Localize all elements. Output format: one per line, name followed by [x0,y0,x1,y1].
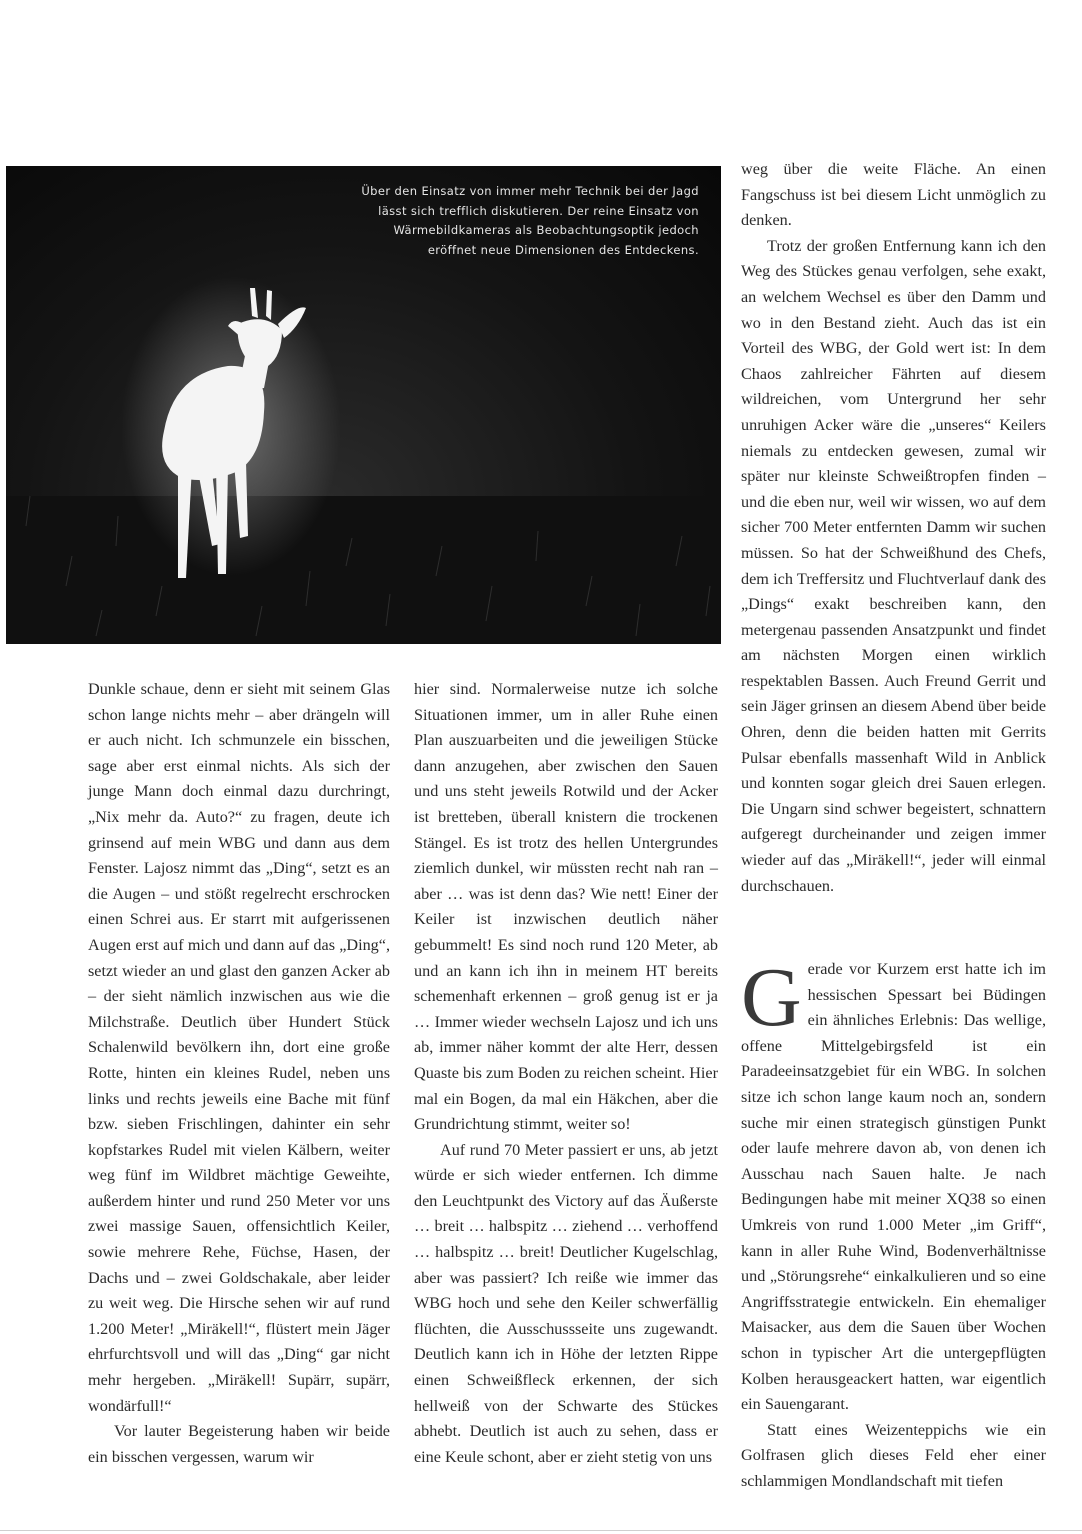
thermal-photo [6,166,721,644]
paragraph: Trotz der großen Entfernung kann ich den Weg des Stückes genau verfolgen, sehe exakt, an welchem Wechsel es über den Damm und wo in den Bestand zieht. Auch das ist ein Vorteil des WBG, der Gold wert ist: In dem Chaos zahlreicher Fährten auf diesem wildreichen, vom Untergrund her sehr unruhigen Acker wäre die „unseres“ Keilers niemals zu entdecken gewesen, zumal wir später nur kleinste Schweißtropfen finden – und die eben nur, weil wir wissen, wo auf dem sicher 700 Meter entfernten Damm wir suchen müssen. So hat der Schweißhund des Chefs, dem ich Treffersitz und Fluchtverlauf dank des „Dings“ exakt beschreiben kann, den metergenau passenden Ansatzpunkt und findet am nächsten Morgen einen wirklich respektablen Bassen. Auch Freund Gerrit und sein Jäger grinsen an diesem Abend über beide Ohren, denn die beiden hatten mit Gerrits Pulsar ebenfalls massenhaft Wild in Anblick und konnten sogar gleich drei Sauen erlegen. Die Ungarn sind schwer begeistert, schnattern aufgeregt durcheinander und zeigen immer wieder auf das „Miräkell!“, jeder will einmal durchschauen. [741,236,1046,895]
paragraph: Vor lauter Begeisterung haben wir beide ein bisschen vergessen, warum wir [88,1422,390,1466]
text-column-3-top [741,157,1046,899]
photo-caption: Über den Einsatz von immer mehr Technik bei der Jagd lässt sich trefflich diskutieren. Der reine Einsatz von Wärmebildkameras als Beobachtungsoptik jedoch eröffnet neue Dimensionen des Entdeckens. [361,184,699,257]
paragraph-text: erade vor Kurzem erst hatte ich im hessischen Spessart bei Büdingen ein ähnliches Erlebnis: Das wellige, offene Mittelgebirgsfeld ist ein Paradeeinsatzgebiet für ein WBG. In solchen sitze ich schon lange kaum noch an, sondern suche mir einen strategisch günstigen Punkt oder laufe mehrere davon ab, von denen ich Ausschau nach Sauen halte. Je nach Bedingungen habe mit meiner XQ38 so einen Umkreis von rund 1.000 Meter „im Griff“, kann in aller Ruhe Wind, Bodenverhältnisse und „Störungsrehe“ einkalkulieren und so eine Angriffsstrategie entwickeln. Ein ehemaliger Maisacker, aus dem die Sauen über Wochen schon in typischer Art die untergepflügten Kolben herausgeackert hatten, war eigentlich ein Sauengarant. [741,960,1046,1414]
text-column-3-bottom [741,951,1046,1494]
paragraph: Dunkle schaue, denn er sieht mit seinem Glas schon lange nichts mehr – aber drängeln will er auch nicht. Ich schmunzele ein bisschen, sage aber erst einmal nichts. Als sich der junge Mann doch einmal dazu durchringt, „Nix mehr da. Auto?“ zu fragen, deute ich grinsend auf mein WBG und dann aus dem Fenster. Lajosz nimmt das „Ding“, setzt es an die Augen – und stößt regelrecht erschrocken einen Schrei aus. Er starrt mit aufgerissenen Augen erst auf mich und dann auf das „Ding“, setzt wieder an und glast den ganzen Acker ab – der sieht nämlich inzwischen aus wie die Milchstraße. Deutlich über Hundert Stück Schalenwild bevölkern ihn, dort eine große Rotte, hinten ein kleines Rudel, neben uns links und rechts jeweils eine Bache mit fünf bzw. sieben Frischlingen, dahinter ein sehr kopfstarkes Rudel mit vielen Kälbern, weiter weg fünf im Wildbret mächtige Geweihte, außerdem hinter und rund 250 Meter vor uns zwei massige Sauen, offensichtlich Keiler, sowie mehrere Rehe, Füchse, Hasen, der Dachs und – zwei Goldschakale, aber leider zu weit weg. Die Hirsche sehen wir auf rund 1.200 Meter! „Miräkell!“, flüstert mein Jäger ehrfurchtsvoll und will das „Ding“ gar nicht mehr hergeben. „Miräkell! Supärr, supärr, wondärfull!“ [88,680,390,1415]
text-column-2 [414,677,718,1470]
page-bottom-rule [0,1530,1082,1531]
paragraph: Auf rund 70 Meter passiert er uns, ab jetzt würde er sich wieder entfernen. Ich dimme den Leuchtpunkt des Victory auf das Äußerste … breit … halbspitz … ziehend … verhoffend … halbspitz … breit! Deutlicher Kugelschlag, aber was passiert? Ich reiße wie immer das WBG hoch und sehe den Keiler schwerfällig flüchten, die Ausschussseite uns zugewandt. Deutlich kann ich in Höhe der letzten Rippe einen Schweißfleck erkennen, der sich hellweiß von der Schwarte des Stückes abhebt. Deutlich ist auch zu sehen, dass er eine Keule schont, aber er zieht stetig von uns [414,1140,718,1466]
drop-cap: G [741,951,802,1044]
paragraph-with-dropcap [741,951,1046,1418]
paragraph: Statt eines Weizenteppichs wie ein Golfrasen glich dieses Feld eher einer schlammigen Mondlandschaft mit tiefen [741,1420,1046,1490]
paragraph: hier sind. Normalerweise nutze ich solche Situationen immer, um in aller Ruhe einen Plan auszuarbeiten und die jeweiligen Stücke dann anzugehen, aber zwischen den Sauen und uns steht jeweils Rotwild und der Acker ist bretteben, überall knistern die trockenen Stängel. Es ist trotz des hellen Untergrundes ziemlich dunkel, wir müssten recht nah ran – aber … was ist denn das? Wie nett! Einer der Keiler ist inzwischen deutlich näher gebummelt! Es sind noch rund 120 Meter, ab und an kann ich ihn in meinem HT bereits schemenhaft erkennen – groß genug ist er ja … Immer wieder wechseln Lajosz und ich uns ab, immer näher kommt der alte Herr, dessen Quaste bis zum Boden zu reichen scheint. Hier mal ein Bogen, da mal ein Häkchen, aber die Grundrichtung stimmt, weiter so! [414,680,718,1134]
paragraph: weg über die weite Fläche. An einen Fangschuss ist bei diesem Licht unmöglich zu denken. [741,160,1046,230]
text-column-1 [88,677,390,1470]
